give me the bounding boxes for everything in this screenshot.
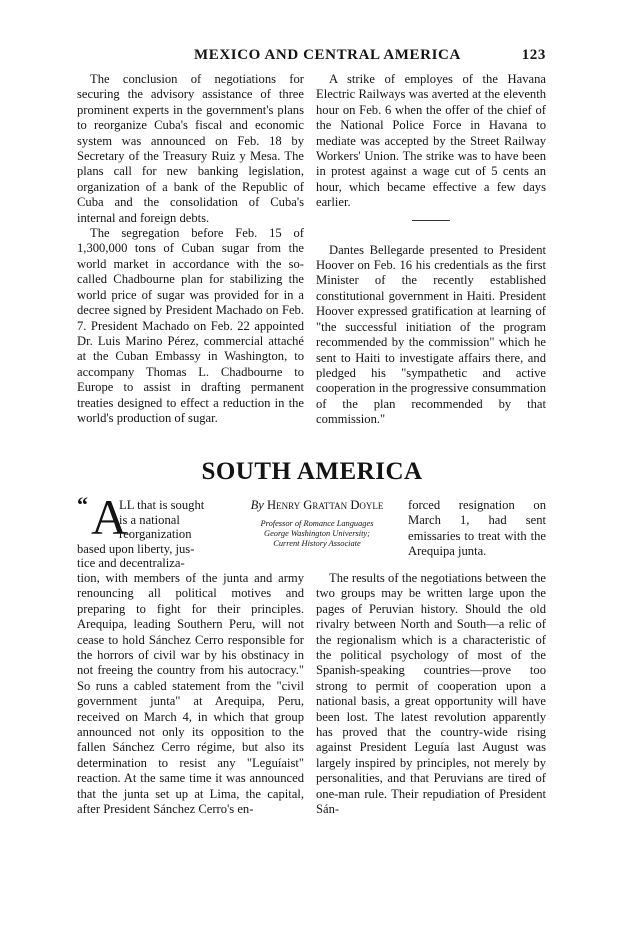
affiliation-line-3: Current History Associate <box>273 539 361 548</box>
junta-emissaries-paragraph: forced resignation on March 1, had sent emissaries to treat with the Arequipa junta. <box>408 498 546 559</box>
negotiations-paragraph: The results of the negotiations between the two groups may be written large upon the pages of Peruvian history. Should the old rivalry between North and South—a relic of the regionalism which is a characteristic of the political psychology of most of the Spanish-speaking countries—prove too strong to permit of cooperation upon a national basis, a great opportunity will have been lost. The latest revolution apparently has proved that the country-wide rising against President Leguía last August was largely inspired by principles, not merely by personalities, and that Peruvians are tired of one-man rule. Their repudiation of President Sán- <box>316 571 546 817</box>
running-title: MEXICO AND CENTRAL AMERICA <box>194 47 461 63</box>
cuba-paragraph-1: The conclusion of negotiations for securing the advisory assistance of three prominent experts in the government's plans to reorganize Cuba's fiscal and economic system was announced on Feb. 18 by Secretary of the Treasury Ruiz y Mesa. The plans call for new banking legislation, organization of a bank of the Republic of Cuba and the consolidation of Cuba's internal and foreign debts. <box>77 72 304 225</box>
section-divider-rule <box>412 220 450 221</box>
affiliation-line-1: Professor of Romance Languages <box>260 519 374 528</box>
opening-line-3: reorganization <box>119 527 192 542</box>
opening-line-2: is a national <box>119 512 180 527</box>
opening-line-1: LL that is sought <box>119 498 205 512</box>
arequipa-paragraph: tion, with members of the junta and army renouncing all political motives and preparing to fight for their principles. Arequipa, leading Southern Peru, will not cease to hold Sánchez Cerro responsible for the horrors of civil war by his obstinacy in not freeing the country from his autocracy." So runs a cabled statement from the "civil government junta" at Arequipa, Peru, received on March 4, in which that group announced not only its opposition to the fallen Sánchez Cerro régime, but also its determination to resist any "Leguíaist" reaction. At the same time it was announced that the junta set up at Lima, the capital, after President Sánchez Cerro's en- <box>77 571 304 817</box>
article-opening <box>77 489 225 571</box>
page-number: 123 <box>521 47 546 63</box>
opening-line-4: based upon liberty, jus- <box>77 541 195 556</box>
south-america-right-top <box>408 498 546 560</box>
author-affiliation <box>232 519 402 549</box>
section-title-south-america: SOUTH AMERICA <box>201 458 423 485</box>
byline-prefix: By <box>250 498 264 512</box>
cuba-paragraph-2: The segregation before Feb. 15 of 1,300,000 tons of Cuban sugar from the world market in accordance with the so-called Chadbourne plan for stabilizing the world price of sugar was provided for in a decree signed by President Machado on Feb. 7. President Machado on Feb. 22 appointed Dr. Luis Marino Pérez, commercial attaché at the Cuban Embassy in Washington, to accompany Thomas L. Chadbourne to Europe to assist in drafting permanent treaties designed to effect a reduction in the world's production of sugar. <box>77 226 304 425</box>
byline-block <box>232 498 402 549</box>
cuba-column <box>77 72 304 426</box>
affiliation-line-2: George Washington University; <box>264 529 370 538</box>
south-america-right-column <box>316 571 546 818</box>
opening-line-5: tice and decentraliza- <box>77 556 185 571</box>
running-head <box>76 47 546 65</box>
havana-strike-paragraph: A strike of employes of the Havana Electric Railways was averted at the eleventh hour on Feb. 6 when the offer of the chief of the National Police Force in Havana to mediate was accepted by the Street Railway Workers' Union. The strike was to have been in protest against a wage cut of 5 cents an hour, which became effective a few days earlier. <box>316 72 546 210</box>
havana-haiti-column <box>316 72 546 428</box>
author-byline <box>232 498 402 513</box>
author-name: Henry Grattan Doyle <box>267 498 384 512</box>
opening-quote-mark: “ <box>77 492 88 517</box>
drop-cap-letter: A <box>91 489 128 545</box>
south-america-left-column <box>77 571 304 818</box>
haiti-paragraph: Dantes Bellegarde presented to President Hoover on Feb. 16 his credentials as the first Minister of the recently established constitutional government in Haiti. President Hoover expressed gratification at learning of "the successful initiation of the program recommended by the commission" which he sent to Haiti to investigate affairs there, and pledged his "sympathetic and active cooperation in the progressive consummation of the plan recommended by that commission." <box>316 242 546 427</box>
